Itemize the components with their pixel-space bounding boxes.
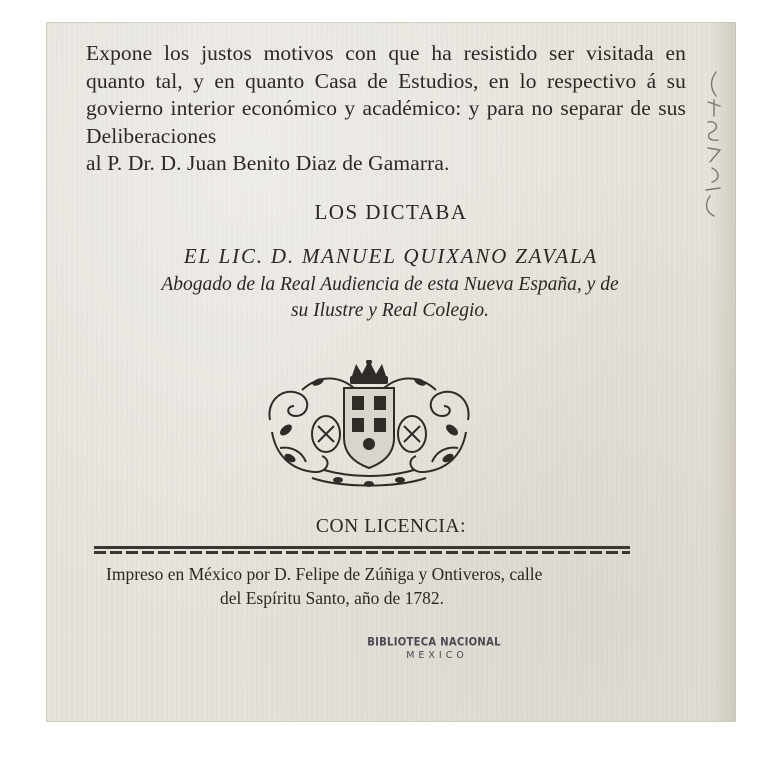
intro-line-1: Expone los justos motivos con que ha resistido ser (86, 41, 575, 65)
handwritten-shelfmark (686, 62, 726, 222)
dictated-heading: LOS DICTABA (314, 200, 468, 224)
author-description (90, 272, 690, 324)
double-rule-divider (94, 546, 630, 556)
stamp-line-2: MEXICO (406, 650, 468, 661)
royal-coat-of-arms-ornament-icon (262, 360, 476, 490)
author-desc-line-2: su Ilustre y Real Colegio. (290, 300, 490, 321)
document-page (46, 22, 736, 722)
imprint-line-1: Impreso en México por D. Felipe de Zúñiga y Ontiveros, calle (106, 564, 543, 584)
stamp-line-1: BIBLIOTECA NACIONAL (367, 636, 501, 649)
intro-paragraph (86, 40, 686, 178)
rule-thick (94, 546, 630, 549)
imprint-line-2: del Espíritu Santo, año de 1782. (219, 588, 445, 608)
license-line: CON LICENCIA: (315, 516, 467, 537)
author-name: EL LIC. D. MANUEL QUIXANO ZAVALA (183, 244, 599, 268)
intro-line-2: visitada en quanto tal, y en quanto Casa de Estudios, (86, 41, 686, 93)
intro-line-5: al P. Dr. D. Juan Benito Diaz de Gamarra. (86, 151, 450, 175)
author-desc-line-1: Abogado de la Real Audiencia de esta Nueva España, y de (161, 274, 619, 295)
imprint-block (106, 562, 676, 610)
rule-dashed (94, 551, 630, 554)
library-stamp (364, 637, 504, 661)
intro-line-3: en lo respectivo á su govierno interior económico y (86, 68, 686, 120)
intro-line-4: académico: y para no separar de sus Deliberaciones (86, 96, 686, 148)
